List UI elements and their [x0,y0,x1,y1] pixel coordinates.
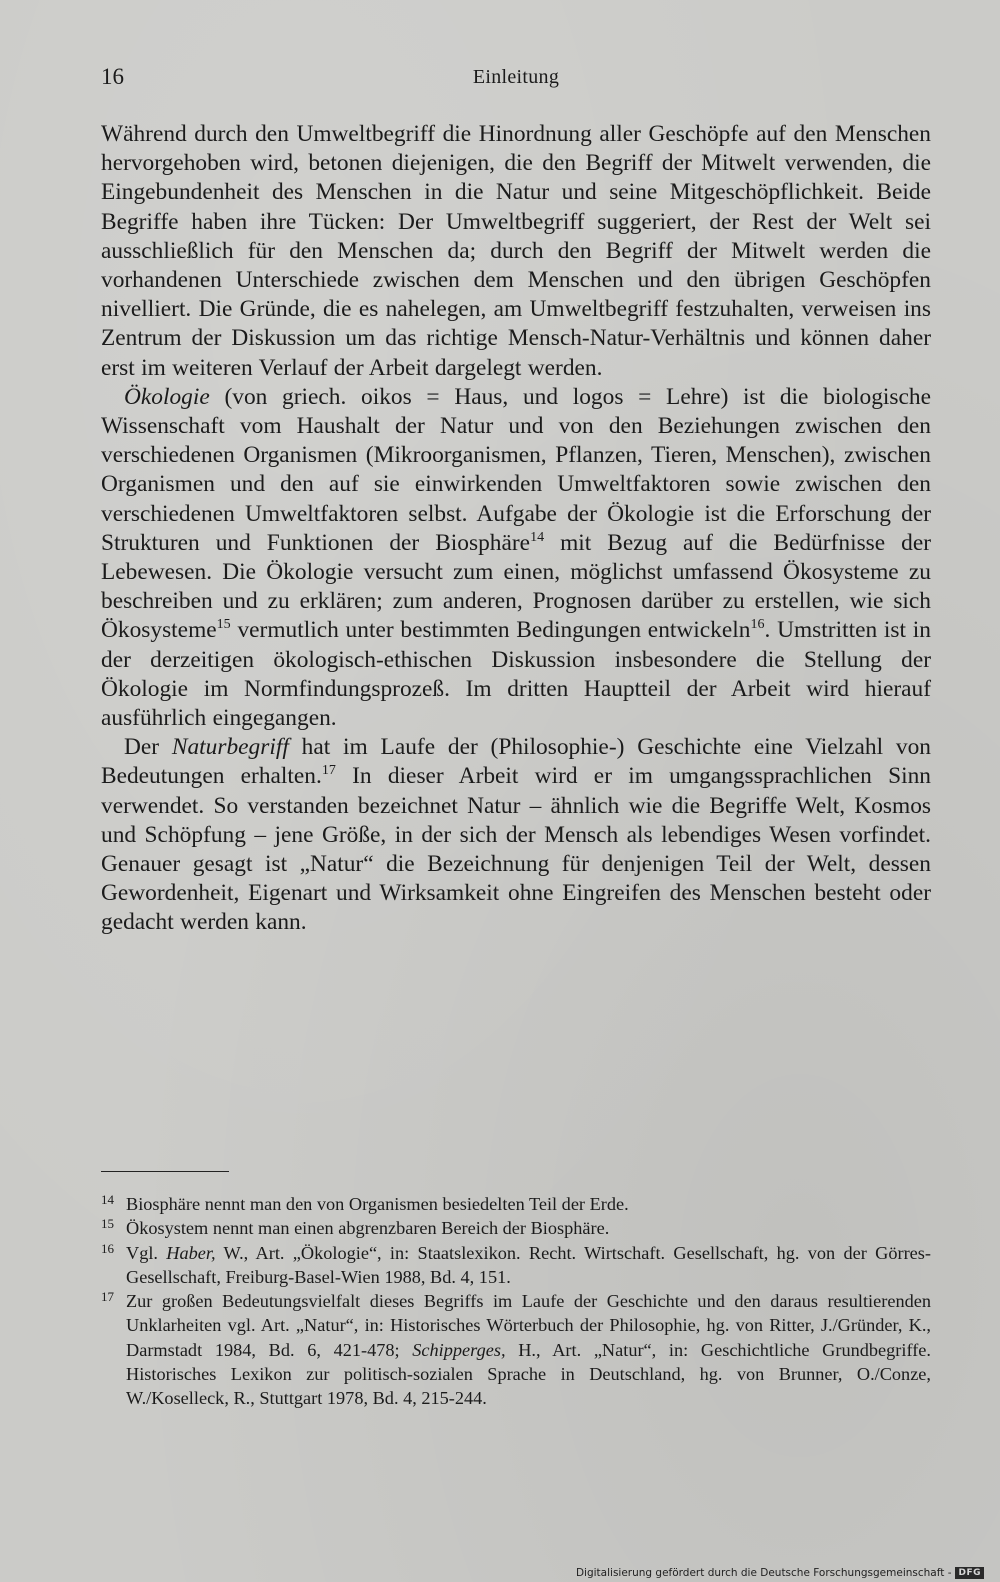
paragraph-text: In dieser Arbeit wird er im umgangssprachlichen Sinn verwendet. So verstanden bezeichnet Natur – ähnlich wie die Begriffe Welt, Kosmos und Schöpfung – jene Größe, in der sich der Mensch als lebendiges Wesen vorfindet. Genauer gesagt ist „Natur“ die Bezeichnung für denjenigen Teil der Welt, dessen Gewordenheit, Eigenart und Wirksamkeit ohne Eingreifen des Menschen besteht oder gedacht werden kann. [101,763,931,936]
paragraph-text: Der [124,734,172,761]
paragraph-text: . Umstritten ist in der derzeitigen ökologisch-ethischen Diskussion insbesondere die Stellung der Ökologie im Normfindungsprozeß. Im dritten Hauptteil der Arbeit wird hierauf ausführlich eingegangen. [101,617,931,732]
term-oekologie: Ökologie [124,383,210,410]
footnote-17 [101,1289,931,1410]
footnote-text: Vgl. [126,1242,167,1263]
paragraph-text: (von griech. oikos = Haus, und logos = Lehre) ist die biologische Wissenschaft vom Haushalt der Natur und von den Beziehungen zwischen den verschiedenen Organismen (Mikroorganismen, Pflanzen, Tieren, Menschen), zwischen Organismen und den auf sie einwirkenden Umweltfaktoren sowie zwischen den verschiedenen Umweltfaktoren selbst. Aufgabe der Ökologie ist die Erforschung der Strukturen und Funktionen der Biosphäre [101,383,931,556]
footnote-author: Schipperges, [412,1339,506,1360]
footnote-text: W., Art. „Ökologie“, in: Staatslexikon. Recht. Wirtschaft. Gesellschaft, hg. von der Görres-Gesellschaft, Freiburg-Basel-Wien 1988, Bd. 4, 151. [126,1242,931,1287]
footnote-number: 14 [101,1192,114,1207]
footnotes [101,1192,931,1411]
footnote-ref[interactable]: 16 [750,616,765,633]
paragraph-text: hat im Laufe der (Philosophie-) Geschichte eine Vielzahl von Bedeutungen erhalten. [101,734,931,790]
footnote-author: Haber, [166,1242,216,1263]
footnote-ref[interactable]: 17 [321,762,336,779]
page-number: 16 [101,64,124,89]
footnote-text: Zur großen Bedeutungsvielfalt dieses Begriffs im Laufe der Geschichte und den daraus resultierenden Unklarheiten vgl. Art. „Natur“, in: Historisches Wörterbuch der Philosophie, hg. von Ritter, J./Gründer, K., Darmstadt 1984, Bd. 6, 421-478; [126,1291,931,1360]
running-head [101,64,931,94]
body-text [101,120,931,938]
footnote-14 [101,1192,931,1216]
footnote-ref[interactable]: 14 [530,529,545,546]
footnote-16 [101,1241,931,1290]
footnote-number: 17 [101,1289,114,1305]
digitization-credit [576,1567,984,1579]
footnote-number: 15 [101,1216,114,1232]
footnote-text: Biosphäre nennt man den von Organismen besiedelten Teil der Erde. [126,1194,629,1214]
footnote-number: 16 [101,1240,114,1256]
dfg-logo: DFG [955,1567,984,1579]
paragraph-text: mit Bezug auf die Bedürfnisse der Lebewesen. Die Ökologie versucht zum einen, möglichst umfassend Ökosysteme zu beschreiben und zu erklären; zum anderen, Prognosen darüber zu erstellen, wie sich Ökosysteme [101,529,932,644]
term-naturbegriff: Naturbegriff [171,734,289,761]
credit-text: Digitalisierung gefördert durch die Deutsche Forschungsgemeinschaft - [575,1567,952,1579]
paragraph-oekologie [101,383,931,733]
paragraph-naturbegriff [101,733,931,937]
footnote-ref[interactable]: 15 [216,616,231,633]
footnote-rule [101,1171,229,1172]
footnote-15 [101,1216,931,1240]
footnote-text: Ökosystem nennt man einen abgrenzbaren Bereich der Biosphäre. [126,1218,610,1239]
chapter-title: Einleitung [472,66,560,88]
footnote-text: H., Art. „Natur“, in: Geschichtliche Grundbegriffe. Historisches Lexikon zur politisch-sozialen Sprache in Deutschland, hg. von Brunner, O./Conze, W./Koselleck, R., Stuttgart 1978, Bd. 4, 215-244. [126,1339,931,1409]
paragraph-umwelt: Während durch den Umweltbegriff die Hinordnung aller Geschöpfe auf den Menschen hervorgehoben wird, betonen diejenigen, die den Begriff der Mitwelt verwenden, die Eingebundenheit des Menschen in die Natur und seine Mitgeschöpflichkeit. Beide Begriffe haben ihre Tücken: Der Umweltbegriff suggeriert, der Rest der Welt sei ausschließlich für den Menschen da; durch den Begriff der Mitwelt werden die vorhandenen Unterschiede zwischen dem Menschen und den übrigen Geschöpfen nivelliert. Die Gründe, die es nahelegen, am Umweltbegriff festzuhalten, verweisen ins Zentrum der Diskussion um das richtige Mensch-Natur-Verhältnis und können daher erst im weiteren Verlauf der Arbeit dargelegt werden. [101,121,931,381]
paragraph-text: vermutlich unter bestimmten Bedingungen entwickeln [230,617,751,644]
